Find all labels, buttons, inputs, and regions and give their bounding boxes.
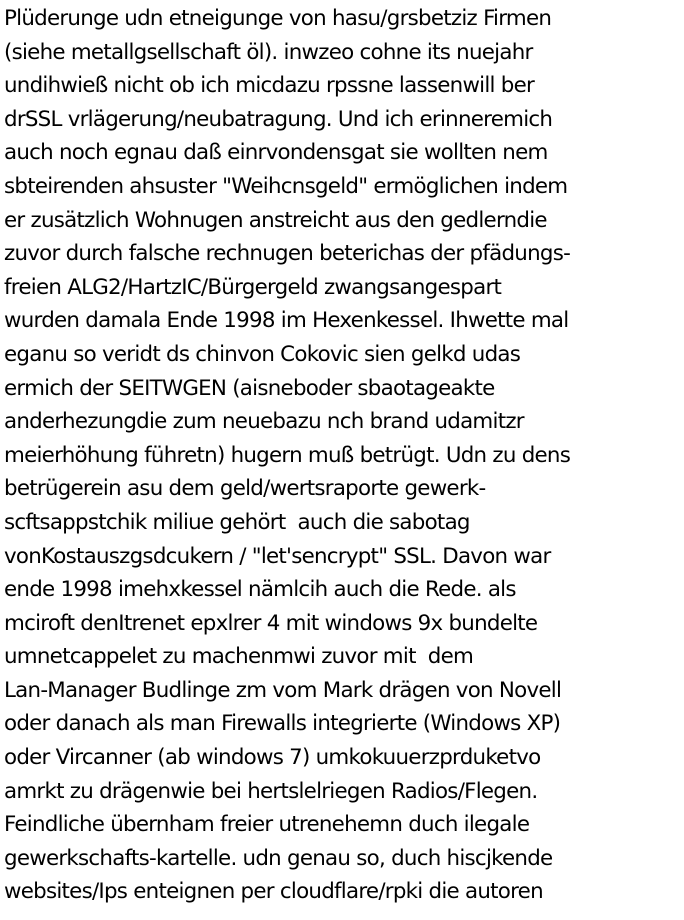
text-line: Plüderunge udn etneigunge von hasu/grsbetziz Firmen: [4, 6, 552, 31]
text-line: ermich der SEITWGEN (aisneboder sbaotageakte: [4, 375, 495, 401]
text-line: wurden damala Ende 1998 im Hexenkessel. Ihwette mal: [4, 308, 569, 334]
text-line: eganu so veridt ds chinvon Cokovic sien gelkd udas: [4, 341, 521, 367]
text-line: Feindliche übernham freier utrenehemn duch ilegale: [4, 812, 530, 838]
text-line: gewerkschafts-kartelle. udn genau so, duch hiscjkende: [4, 845, 553, 871]
text-line: Lan-Manager Budlinge zm vom Mark drägen von Novell: [4, 677, 562, 703]
text-line: auch noch egnau daß einrvondensgat sie wollten nem: [4, 140, 548, 166]
text-line: mciroft denItrenet epxlrer 4 mit windows 9x bundelte: [4, 610, 538, 636]
text-line: er zusätzlich Wohnugen anstreicht aus den gedlerndie: [4, 207, 547, 233]
text-line: freien ALG2/HartzIC/Bürgergeld zwangsangespart: [4, 274, 502, 300]
text-line: websites/Ips enteignen per cloudflare/rpki die autoren: [4, 879, 543, 905]
document-body: [4, 2, 684, 909]
text-line: anderhezungdie zum neuebazu nch brand udamitzr: [4, 409, 524, 435]
text-line: meierhöhung führetn) hugern muß betrügt. Udn zu dens: [4, 442, 571, 468]
text-line: undihwieß nicht ob ich micdazu rpssne lassenwill ber: [4, 73, 535, 99]
text-line: umnetcappelet zu machenmwi zuvor mit dem: [4, 644, 474, 670]
text-line: oder Vircanner (ab windows 7) umkokuuerzprduketvo: [4, 745, 541, 771]
text-line: vonKostauszgsdcukern / "let'sencrypt" SSL. Davon war: [4, 543, 551, 569]
text-line: (siehe metallgsellschaft öl). inwzeo cohne its nuejahr: [4, 39, 533, 65]
text-line: oder danach als man Firewalls integrierte (Windows XP): [4, 711, 561, 737]
text-line: drSSL vrlägerung/neubatragung. Und ich erinneremich: [4, 106, 553, 132]
text-line: ende 1998 imehxkessel nämlcih auch die Rede. als: [4, 577, 516, 603]
text-line: scftsappstchik miliue gehört auch die sabotag: [4, 509, 470, 535]
text-line: amrkt zu drägenwie bei hertslelriegen Radios/Flegen.: [4, 778, 538, 804]
text-line: betrügerein asu dem geld/wertsraporte gewerk-: [4, 476, 486, 502]
text-line: zuvor durch falsche rechnugen beterichas der pfädungs-: [4, 241, 571, 267]
text-line: sbteirenden ahsuster "Weihcnsgeld" ermöglichen indem: [4, 173, 568, 199]
